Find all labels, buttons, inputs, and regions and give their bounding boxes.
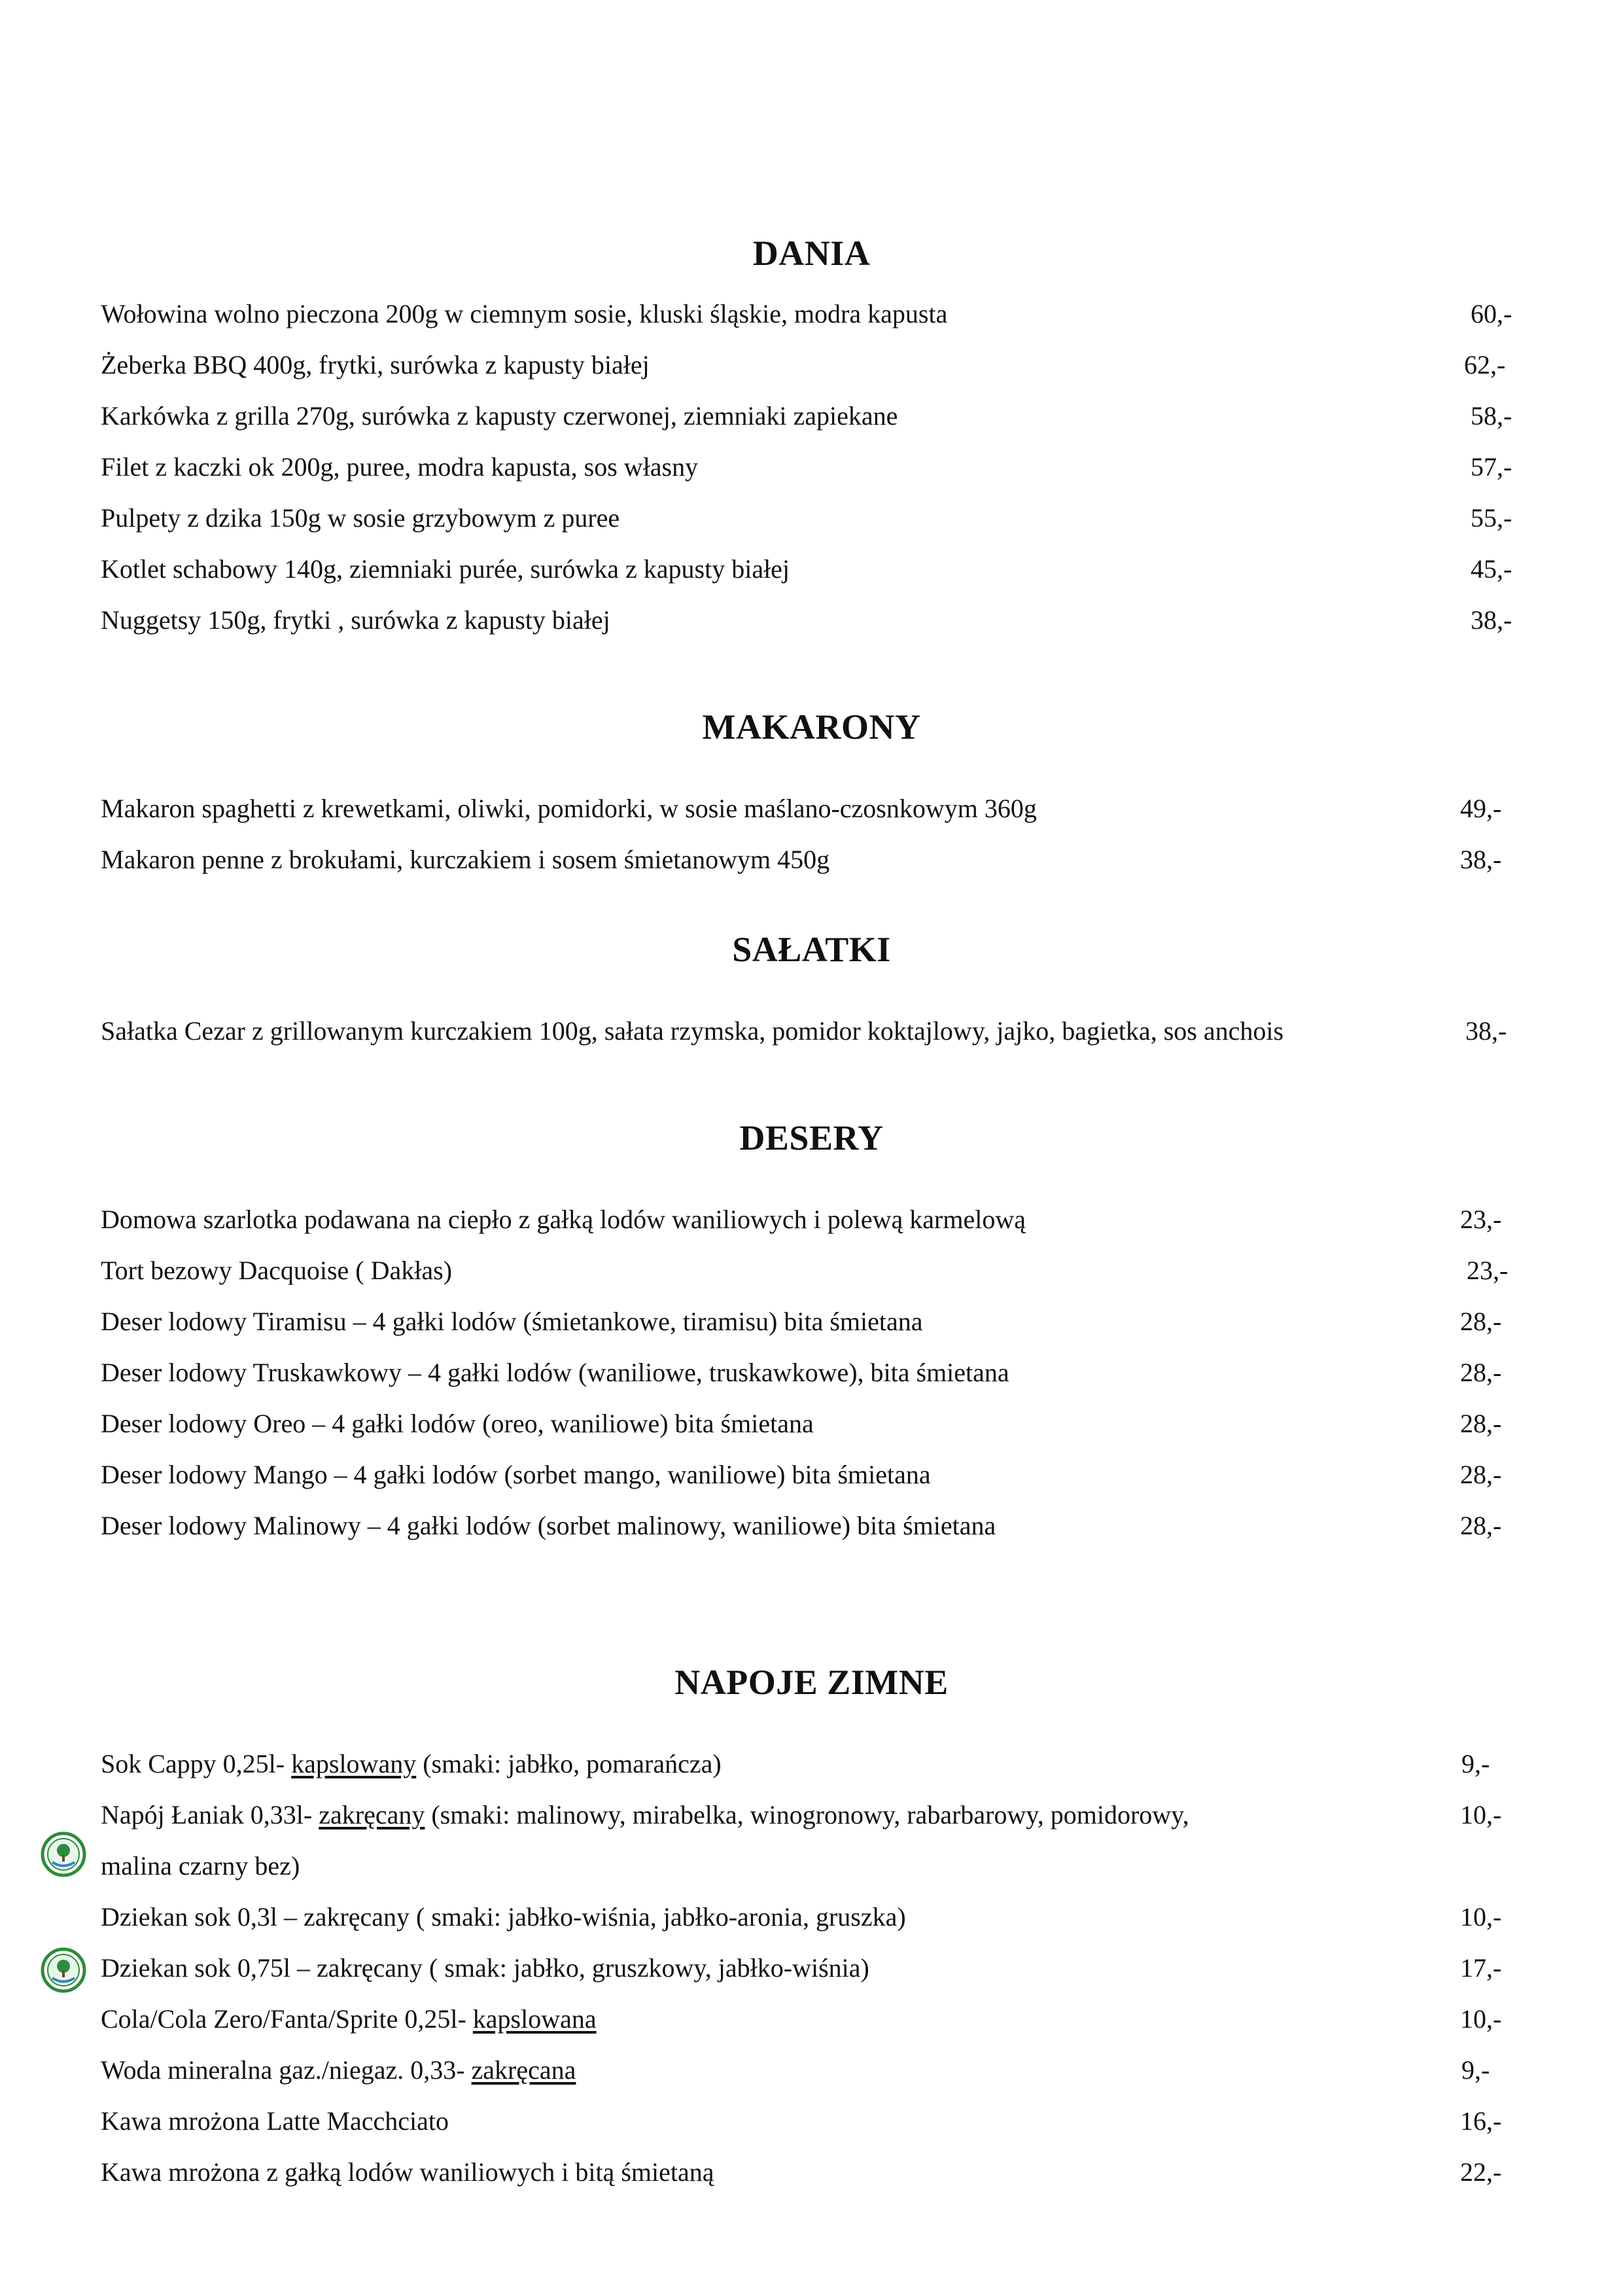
section-heading-desery: DESERY — [739, 1118, 884, 1157]
menu-item-price: 22,- — [1460, 2157, 1502, 2187]
section-heading-dania: DANIA — [752, 234, 871, 273]
menu-item: Dziekan sok 0,75l – zakręcany ( smak: jabłko, gruszkowy, jabłko-wiśnia) — [101, 1953, 869, 1983]
menu-item: Makaron penne z brokułami, kurczakiem i sosem śmietanowym 450g — [101, 845, 830, 874]
menu-item: Sałatka Cezar z grillowanym kurczakiem 100g, sałata rzymska, pomidor koktajlowy, jajko, bagietka, sos anchois — [101, 1016, 1284, 1046]
item-text-underlined: kapslowany — [291, 1749, 417, 1778]
menu-item: Karkówka z grilla 270g, surówka z kapusty czerwonej, ziemniaki zapiekane — [101, 401, 898, 431]
menu-item: Dziekan sok 0,3l – zakręcany ( smaki: jabłko-wiśnia, jabłko-aronia, gruszka) — [101, 1902, 906, 1932]
menu-item-price: 23,- — [1460, 1205, 1502, 1234]
menu-item-price: 28,- — [1460, 1409, 1502, 1438]
menu-item: Nuggetsy 150g, frytki , surówka z kapusty białej — [101, 605, 610, 635]
menu-item: Kawa mrożona Latte Macchciato — [101, 2106, 449, 2136]
regional-product-badge-icon — [41, 1947, 86, 1993]
menu-item: Makaron spaghetti z krewetkami, oliwki, pomidorki, w sosie maślano-czosnkowym 360g — [101, 794, 1037, 823]
menu-item-price: 16,- — [1460, 2106, 1502, 2136]
menu-item: Deser lodowy Mango – 4 gałki lodów (sorbet mango, waniliowe) bita śmietana — [101, 1460, 931, 1489]
menu-item: Kotlet schabowy 140g, ziemniaki purée, surówka z kapusty białej — [101, 554, 790, 584]
menu-item: Deser lodowy Malinowy – 4 gałki lodów (sorbet malinowy, waniliowe) bita śmietana — [101, 1511, 996, 1540]
menu-item: Tort bezowy Dacquoise ( Dakłas) — [101, 1256, 453, 1285]
item-text-underlined: zakręcana — [471, 2055, 576, 2085]
menu-item-price: 38,- — [1471, 605, 1512, 635]
menu-item-price: 49,- — [1460, 794, 1502, 823]
section-heading-napoje-zimne: NAPOJE ZIMNE — [674, 1663, 949, 1702]
menu-item: Wołowina wolno pieczona 200g w ciemnym sosie, kluski śląskie, modra kapusta — [101, 299, 948, 328]
item-text: Cola/Cola Zero/Fanta/Sprite 0,25l- — [101, 2004, 473, 2034]
item-text-underlined: zakręcany — [319, 1800, 425, 1829]
menu-item: Deser lodowy Truskawkowy – 4 gałki lodów (waniliowe, truskawkowe), bita śmietana — [101, 1358, 1009, 1387]
menu-item-price: 45,- — [1471, 554, 1512, 584]
menu-item-price: 23,- — [1467, 1256, 1509, 1285]
menu-item: Żeberka BBQ 400g, frytki, surówka z kapusty białej — [101, 350, 650, 380]
menu-item — [101, 2055, 576, 2086]
menu-item: Filet z kaczki ok 200g, puree, modra kapusta, sos własny — [101, 452, 699, 482]
menu-item-price: 38,- — [1465, 1016, 1507, 1046]
menu-item-continuation: malina czarny bez) — [101, 1851, 300, 1881]
menu-item — [101, 1799, 1189, 1831]
menu-item: Domowa szarlotka podawana na ciepło z gałką lodów waniliowych i polewą karmelową — [101, 1205, 1026, 1234]
menu-item-price: 10,- — [1460, 2004, 1502, 2034]
menu-item-price: 55,- — [1471, 503, 1512, 533]
section-heading-makarony: MAKARONY — [702, 707, 921, 747]
menu-item-price: 57,- — [1471, 452, 1512, 482]
menu-item-price: 9,- — [1461, 1749, 1490, 1778]
menu-item-price: 58,- — [1471, 401, 1512, 431]
item-text-underlined: kapslowana — [472, 2004, 597, 2034]
item-text: Sok Cappy 0,25l- — [101, 1749, 292, 1778]
menu-item-price: 9,- — [1461, 2055, 1490, 2085]
menu-item — [101, 2004, 597, 2035]
menu-item-price: 28,- — [1460, 1460, 1502, 1489]
menu-item-price: 10,- — [1460, 1902, 1502, 1932]
section-heading-salatki: SAŁATKI — [732, 930, 891, 969]
menu-item-price: 38,- — [1460, 845, 1502, 874]
menu-item: Deser lodowy Oreo – 4 gałki lodów (oreo, waniliowe) bita śmietana — [101, 1409, 814, 1438]
menu-item: Pulpety z dzika 150g w sosie grzybowym z puree — [101, 503, 620, 533]
item-text: (smaki: malinowy, mirabelka, winogronowy, rabarbarowy, pomidorowy, — [425, 1800, 1189, 1829]
item-text: (smaki: jabłko, pomarańcza) — [416, 1749, 722, 1778]
item-text: Woda mineralna gaz./niegaz. 0,33- — [101, 2055, 472, 2085]
menu-item-price: 28,- — [1460, 1511, 1502, 1540]
menu-item: Deser lodowy Tiramisu – 4 gałki lodów (śmietankowe, tiramisu) bita śmietana — [101, 1307, 923, 1336]
menu-item-price: 10,- — [1460, 1800, 1502, 1829]
menu-item-price: 60,- — [1471, 299, 1512, 328]
menu-item — [101, 1748, 722, 1780]
item-text: Napój Łaniak 0,33l- — [101, 1800, 319, 1829]
menu-item-price: 62,- — [1464, 350, 1506, 380]
menu-item-price: 17,- — [1460, 1953, 1502, 1983]
menu-item-price: 28,- — [1460, 1307, 1502, 1336]
menu-item: Kawa mrożona z gałką lodów waniliowych i bitą śmietaną — [101, 2157, 714, 2187]
regional-product-badge-icon — [41, 1831, 86, 1877]
menu-item-price: 28,- — [1460, 1358, 1502, 1387]
